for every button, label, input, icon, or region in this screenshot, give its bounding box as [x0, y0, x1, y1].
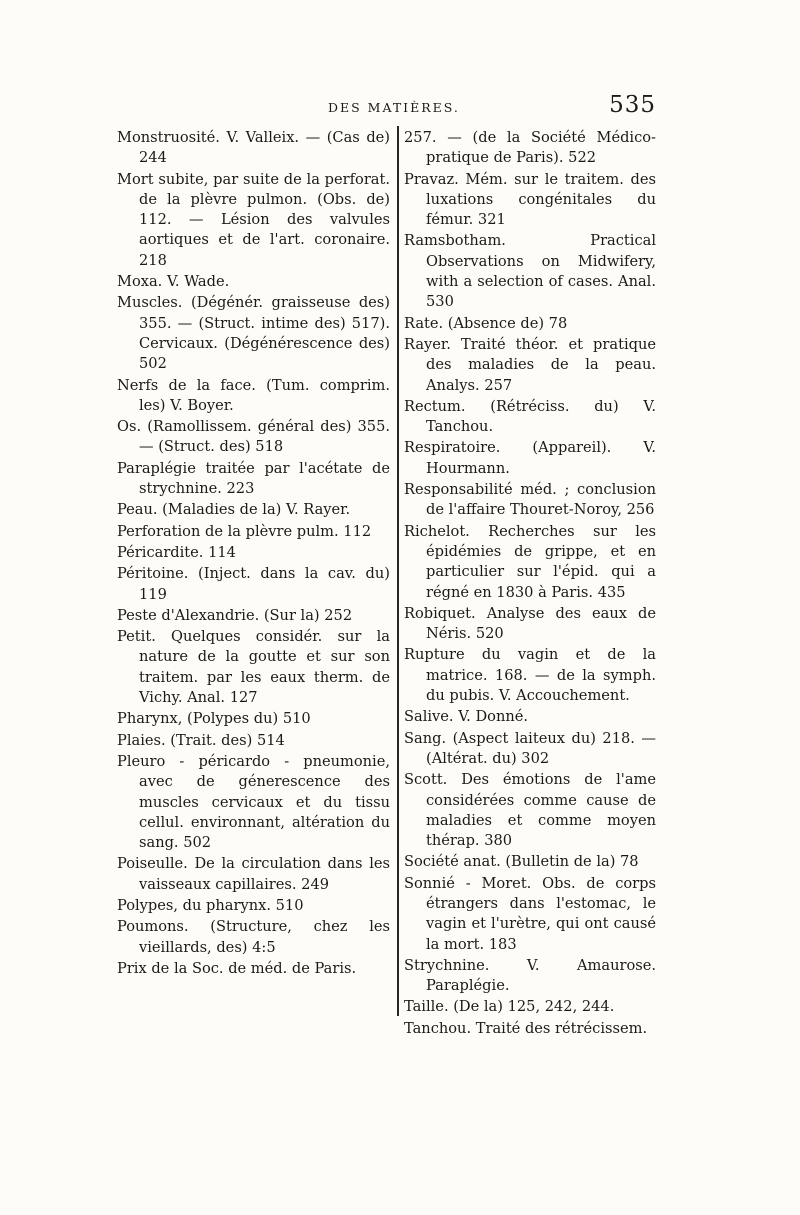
index-entry: Strychnine. V. Amaurose. Paraplégie. [404, 956, 656, 995]
page-header [118, 92, 656, 126]
index-entry: Richelot. Recherches sur les épidémies de grippe, et en particulier sur l'épid. qui a régné en 1830 à Paris. 435 [404, 522, 656, 601]
index-entry: Prix de la Soc. de méd. de Paris. [117, 959, 357, 977]
index-entry: Ramsbotham. Practical Observations on Midwifery, with a selection of cases. Anal. 530 [404, 232, 656, 311]
index-entry: Nerfs de la face. (Tum. comprim. les) V. Boyer. [117, 376, 390, 414]
index-entry: Salive. V. Donné. [404, 708, 529, 726]
index-entry: Rectum. (Rétréciss. du) V. Tanchou. [404, 397, 656, 436]
index-entry: Peste d'Alexandrie. (Sur la) 252 [117, 606, 353, 624]
index-entry: Monstruosité. V. Valleix. — (Cas de) 244 [117, 129, 390, 167]
page-number: 535 [609, 92, 656, 118]
index-entry: Péricardite. 114 [117, 543, 236, 561]
index-entry: Pharynx, (Polypes du) 510 [117, 710, 311, 728]
index-entry: Rate. (Absence de) 78 [404, 314, 568, 332]
index-entry: Rupture du vagin et de la matrice. 168. — de la symph. du pubis. V. Accouchement. [404, 646, 656, 705]
index-entry: Scott. Des émotions de l'ame considérées comme cause de maladies et comme moyen thérap. 380 [404, 771, 656, 850]
index-entry: Pleuro - péricardo - pneumonie, avec de génerescence des muscles cervicaux et du tissu cellul. environnant, altération du sang. 502 [117, 752, 390, 852]
index-entry: Polypes, du pharynx. 510 [117, 896, 304, 914]
index-entry: Responsabilité méd. ; conclusion de l'affaire Thouret-Noroy, 256 [404, 481, 656, 519]
index-entry: Moxa. V. Wade. [117, 273, 230, 291]
index-entry: Mort subite, par suite de la perforat. de la plèvre pulmon. (Obs. de) 112. — Lésion des valvules aortiques et de l'art. coronaire. 218 [117, 170, 390, 269]
index-entry: Tanchou. Traité des rétrécissem. [404, 1019, 648, 1037]
index-entry: Société anat. (Bulletin de la) 78 [404, 853, 639, 871]
index-entry: Pravaz. Mém. sur le traitem. des luxations congénitales du fémur. 321 [404, 170, 656, 229]
index-entry: Perforation de la plèvre pulm. 112 [117, 522, 372, 540]
index-entry: Péritoine. (Inject. dans la cav. du) 119 [117, 565, 390, 603]
index-entry: Sonnié - Moret. Obs. de corps étrangers dans l'estomac, le vagin et l'urètre, qui ont causé la mort. 183 [404, 874, 656, 953]
index-entry: Respiratoire. (Appareil). V. Hourmann. [404, 439, 656, 477]
index-entry: Paraplégie traitée par l'acétate de strychnine. 223 [117, 459, 390, 498]
index-column-left [117, 128, 390, 980]
index-entry: Rayer. Traité théor. et pratique des maladies de la peau. Analys. 257 [404, 335, 656, 394]
index-entry: Peau. (Maladies de la) V. Rayer. [117, 501, 351, 519]
index-entry: Taille. (De la) 125, 242, 244. [404, 998, 615, 1016]
index-entry: Plaies. (Trait. des) 514 [117, 731, 285, 749]
index-entry: Os. (Ramollissem. général des) 355. — (Struct. des) 518 [117, 418, 390, 456]
index-entry: Poiseulle. De la circulation dans les vaisseaux capillaires. 249 [117, 855, 390, 893]
index-entry: Sang. (Aspect laiteux du) 218. — (Altérat. du) 302 [404, 729, 656, 767]
running-title: DES MATIÈRES. [328, 100, 460, 115]
column-divider [397, 126, 399, 1016]
index-entry: Muscles. (Dégénér. graisseuse des) 355. — (Struct. intime des) 517). Cervicaux. (Dégénérescence des) 502 [117, 294, 390, 373]
index-entry: Robiquet. Analyse des eaux de Néris. 520 [404, 604, 656, 643]
index-entry: Petit. Quelques considér. sur la nature de la goutte et sur son traitem. par les eaux therm. de Vichy. Anal. 127 [117, 628, 390, 707]
index-column-right [404, 128, 656, 1040]
index-entry: 257. — (de la Société Médico-pratique de Paris). 522 [404, 129, 656, 167]
index-entry: Poumons. (Structure, chez les vieillards, des) 4:5 [117, 918, 390, 956]
